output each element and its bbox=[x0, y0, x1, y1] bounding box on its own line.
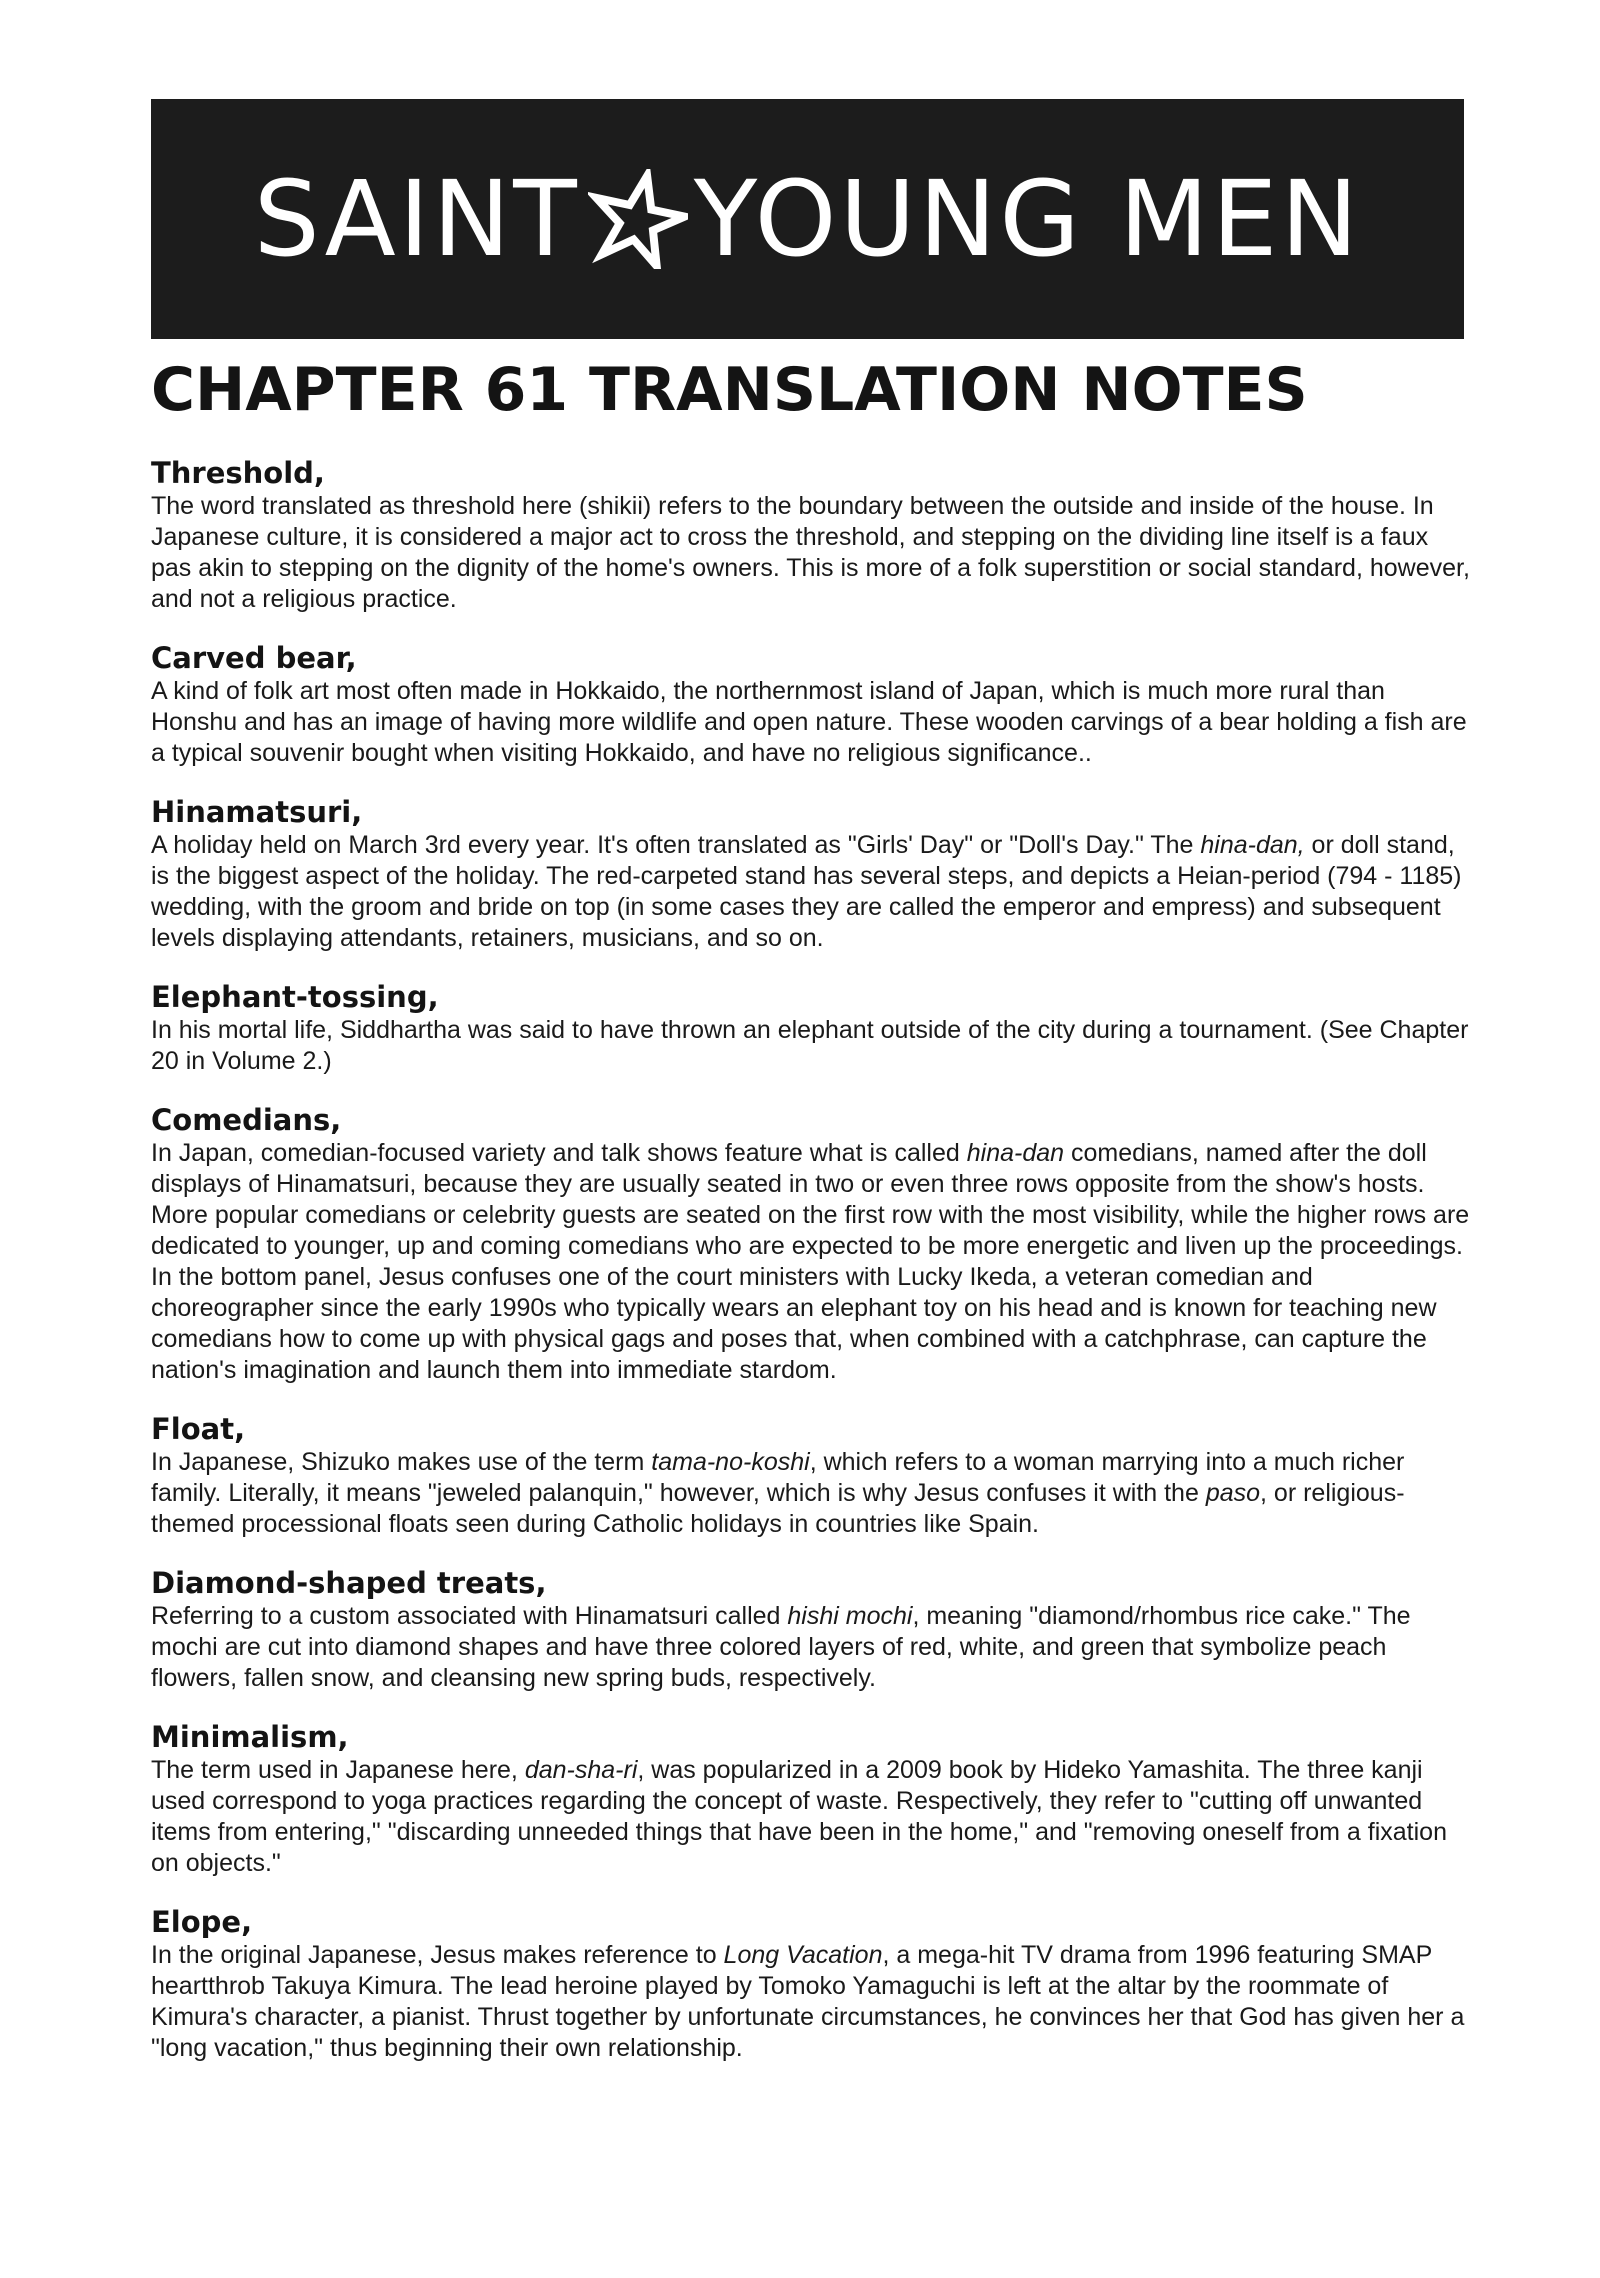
note-body-text: or doll stand, is the biggest aspect of the holiday. The red-carpeted stand has several steps, and depicts a Heian-period (794 - 1185) wedding, with the groom and bride on top (in some cases they are called the emperor and empress) and subsequent levels displaying attendants, retainers, musicians, and so on. bbox=[151, 831, 1462, 952]
logo-text-left: SAINT bbox=[253, 158, 580, 280]
note-section bbox=[151, 456, 1471, 615]
note-body bbox=[151, 1015, 1471, 1077]
note-heading: Comedians, bbox=[151, 1103, 342, 1137]
note-section bbox=[151, 1566, 1471, 1694]
logo bbox=[253, 158, 1362, 280]
note-heading: Carved bear, bbox=[151, 641, 357, 675]
note-body-italic: dan-sha-ri bbox=[524, 1756, 638, 1784]
note-body bbox=[151, 491, 1471, 615]
note-body-italic: paso bbox=[1205, 1479, 1261, 1507]
note-body bbox=[151, 1755, 1471, 1879]
note-body-italic: hina-dan, bbox=[1200, 831, 1305, 859]
note-heading: Threshold, bbox=[151, 456, 325, 490]
note-section bbox=[151, 1103, 1471, 1386]
note-body-italic: hina-dan bbox=[966, 1139, 1065, 1167]
note-body-text: comedians, named after the doll displays of Hinamatsuri, because they are usually seated in two or even three rows opposite from the show's hosts. More popular comedians or celebrity guests are seated on the first row with the most visibility, while the higher rows are dedicated to younger, up and coming comedians who are expected to be more energetic and liven up the proceedings. In the bottom panel, Jesus confuses one of the court ministers with Lucky Ikeda, a veteran comedian and choreographer since the early 1990s who typically wears an elephant toy on his head and is known for teaching new comedians how to come up with physical gags and poses that, when combined with a catchphrase, can capture the nation's imagination and launch them into immediate stardom. bbox=[151, 1139, 1470, 1384]
note-body bbox=[151, 1447, 1471, 1540]
note-body-text: In his mortal life, Siddhartha was said to have thrown an elephant outside of the city during a tournament. (See Chapter 20 in Volume 2.) bbox=[151, 1016, 1469, 1075]
logo-text-right: YOUNG MEN bbox=[693, 158, 1362, 280]
page-title: CHAPTER 61 TRANSLATION NOTES bbox=[151, 355, 1308, 425]
note-body bbox=[151, 1940, 1471, 2064]
note-body-text: , or religious-themed processional floats seen during Catholic holidays in countries like Spain. bbox=[151, 1479, 1405, 1538]
note-body-text: , was popularized in a 2009 book by Hideko Yamashita. The three kanji used correspond to yoga practices regarding the concept of waste. Respectively, they refer to "cutting off unwanted items from entering," "discarding unneeded things that have been in the home," and "removing oneself from a fixation on objects." bbox=[151, 1756, 1447, 1877]
note-section bbox=[151, 641, 1471, 769]
note-body bbox=[151, 676, 1471, 769]
note-body-text: In Japan, comedian-focused variety and talk shows feature what is called bbox=[151, 1139, 967, 1167]
note-heading: Elope, bbox=[151, 1905, 253, 1939]
note-body-italic: tama-no-koshi bbox=[651, 1448, 810, 1476]
note-section bbox=[151, 980, 1471, 1077]
note-body bbox=[151, 1138, 1471, 1386]
note-heading: Diamond-shaped treats, bbox=[151, 1566, 547, 1600]
note-section bbox=[151, 1412, 1471, 1540]
note-body-italic: Long Vacation bbox=[723, 1941, 883, 1969]
note-body-text: , meaning "diamond/rhombus rice cake." The mochi are cut into diamond shapes and have three colored layers of red, white, and green that symbolize peach flowers, fallen snow, and cleansing new spring buds, respectively. bbox=[151, 1602, 1411, 1692]
note-body-text: A holiday held on March 3rd every year. It's often translated as "Girls' Day" or "Doll's Day." The bbox=[151, 831, 1201, 859]
note-section bbox=[151, 795, 1471, 954]
note-heading: Float, bbox=[151, 1412, 246, 1446]
note-heading: Elephant-tossing, bbox=[151, 980, 439, 1014]
note-body-text: In the original Japanese, Jesus makes reference to bbox=[151, 1941, 724, 1969]
notes-list bbox=[151, 456, 1471, 2090]
note-body bbox=[151, 1601, 1471, 1694]
note-body-text: The word translated as threshold here (shikii) refers to the boundary between the outside and inside of the house. In Japanese culture, it is considered a major act to cross the threshold, and stepping on the dividing line itself is a faux pas akin to stepping on the dignity of the home's owners. This is more of a folk superstition or social standard, however, and not a religious practice. bbox=[151, 492, 1470, 613]
note-heading: Hinamatsuri, bbox=[151, 795, 363, 829]
note-body-text: Referring to a custom associated with Hinamatsuri called bbox=[151, 1602, 788, 1630]
logo-banner bbox=[151, 99, 1464, 339]
note-body-text: , which refers to a woman marrying into a much richer family. Literally, it means "jeweled palanquin," however, which is why Jesus confuses it with the bbox=[151, 1448, 1405, 1507]
note-body-text: In Japanese, Shizuko makes use of the term bbox=[151, 1448, 652, 1476]
note-section bbox=[151, 1720, 1471, 1879]
note-body-text: The term used in Japanese here, bbox=[151, 1756, 525, 1784]
note-body-italic: hishi mochi bbox=[787, 1602, 913, 1630]
star-icon bbox=[588, 169, 688, 269]
note-body bbox=[151, 830, 1471, 954]
note-heading: Minimalism, bbox=[151, 1720, 349, 1754]
note-body-text: , a mega-hit TV drama from 1996 featuring SMAP heartthrob Takuya Kimura. The lead heroine played by Tomoko Yamaguchi is left at the altar by the roommate of Kimura's character, a pianist. Thrust together by unfortunate circumstances, he convinces her that God has given her a "long vacation," thus beginning their own relationship. bbox=[151, 1941, 1465, 2062]
note-section bbox=[151, 1905, 1471, 2064]
note-body-text: A kind of folk art most often made in Hokkaido, the northernmost island of Japan, which is much more rural than Honshu and has an image of having more wildlife and open nature. These wooden carvings of a bear holding a fish are a typical souvenir bought when visiting Hokkaido, and have no religious significance.. bbox=[151, 677, 1467, 767]
